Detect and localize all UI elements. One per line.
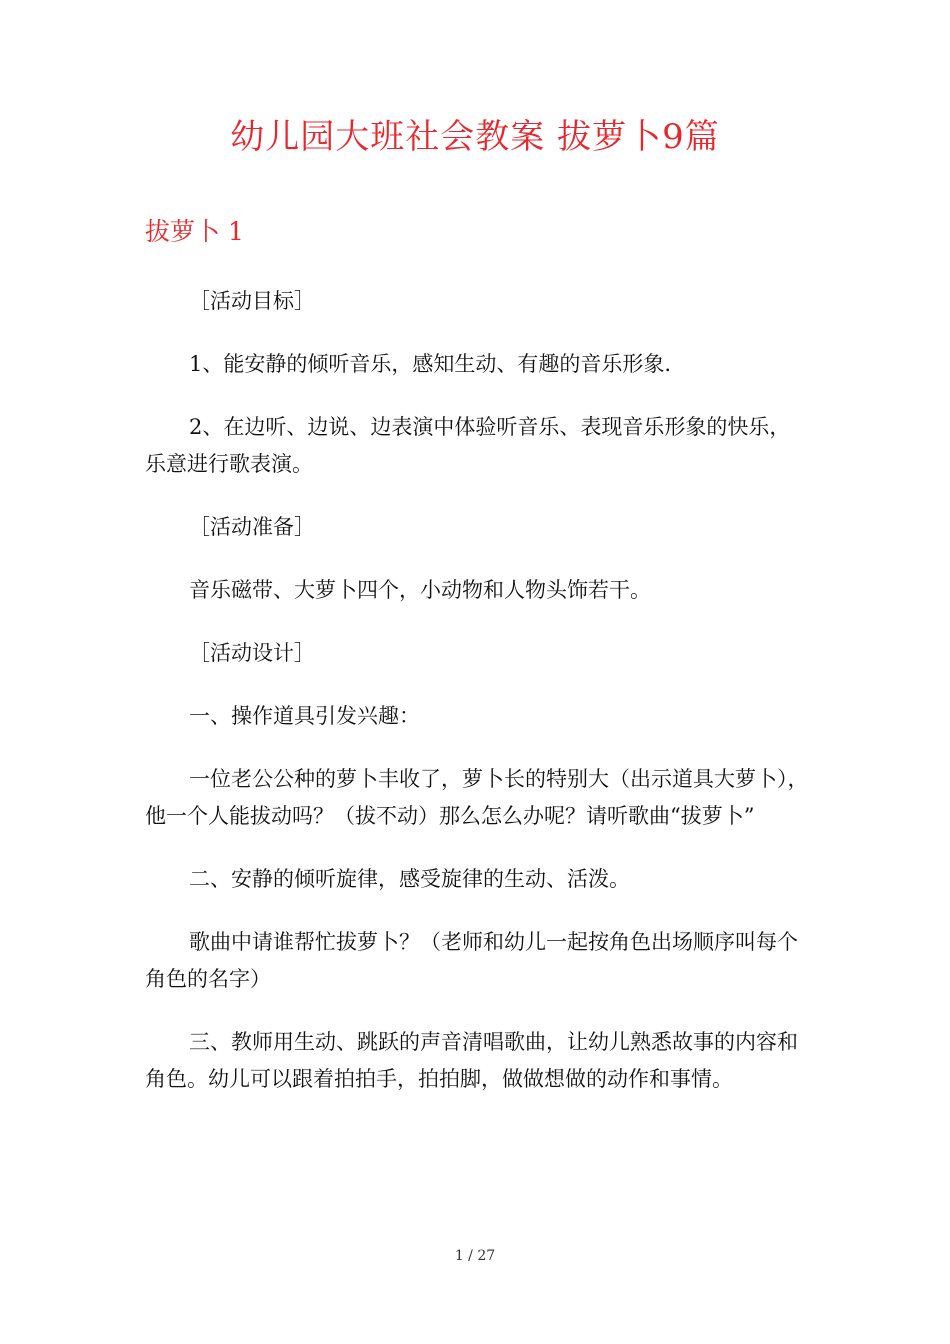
paragraph-step-1-detail: 一位老公公种的萝卜丰收了，萝卜长的特别大（出示道具大萝卜），他一个人能拔动吗？（拔不动）那么怎么办呢？请听歌曲“拔萝卜” [145, 767, 809, 828]
paragraph-goal-1: 1、能安静的倾听音乐，感知生动、有趣的音乐形象. [189, 352, 672, 376]
paragraph-materials: 音乐磁带、大萝卜四个，小动物和人物头饰若干。 [189, 578, 651, 602]
paragraph-step-3: 三、教师用生动、跳跃的声音清唱歌曲，让幼儿熟悉故事的内容和角色。幼儿可以跟着拍拍手，拍拍脚，做做想做的动作和事情。 [145, 1030, 798, 1091]
paragraph-step-2: 二、安静的倾听旋律，感受旋律的生动、活泼。 [189, 867, 630, 891]
page-indicator: 1 / 27 [454, 1248, 496, 1264]
paragraph-goal-2: 2、在边听、边说、边表演中体验听音乐、表现音乐形象的快乐，乐意进行歌表演。 [145, 415, 791, 476]
document-body [145, 283, 810, 1124]
paragraph-activity-prep: ［活动准备］ [189, 515, 315, 539]
document-title: 幼儿园大班社会教案 拔萝卜9篇 [230, 117, 720, 157]
paragraph-activity-design: ［活动设计］ [189, 641, 315, 665]
paragraph-activity-goals: ［活动目标］ [189, 289, 315, 313]
paragraph-step-2-detail: 歌曲中请谁帮忙拔萝卜？（老师和幼儿一起按角色出场顺序叫每个角色的名字） [145, 930, 798, 991]
section-heading: 拔萝卜 1 [145, 217, 244, 246]
paragraph-step-1: 一、操作道具引发兴趣： [189, 704, 420, 728]
